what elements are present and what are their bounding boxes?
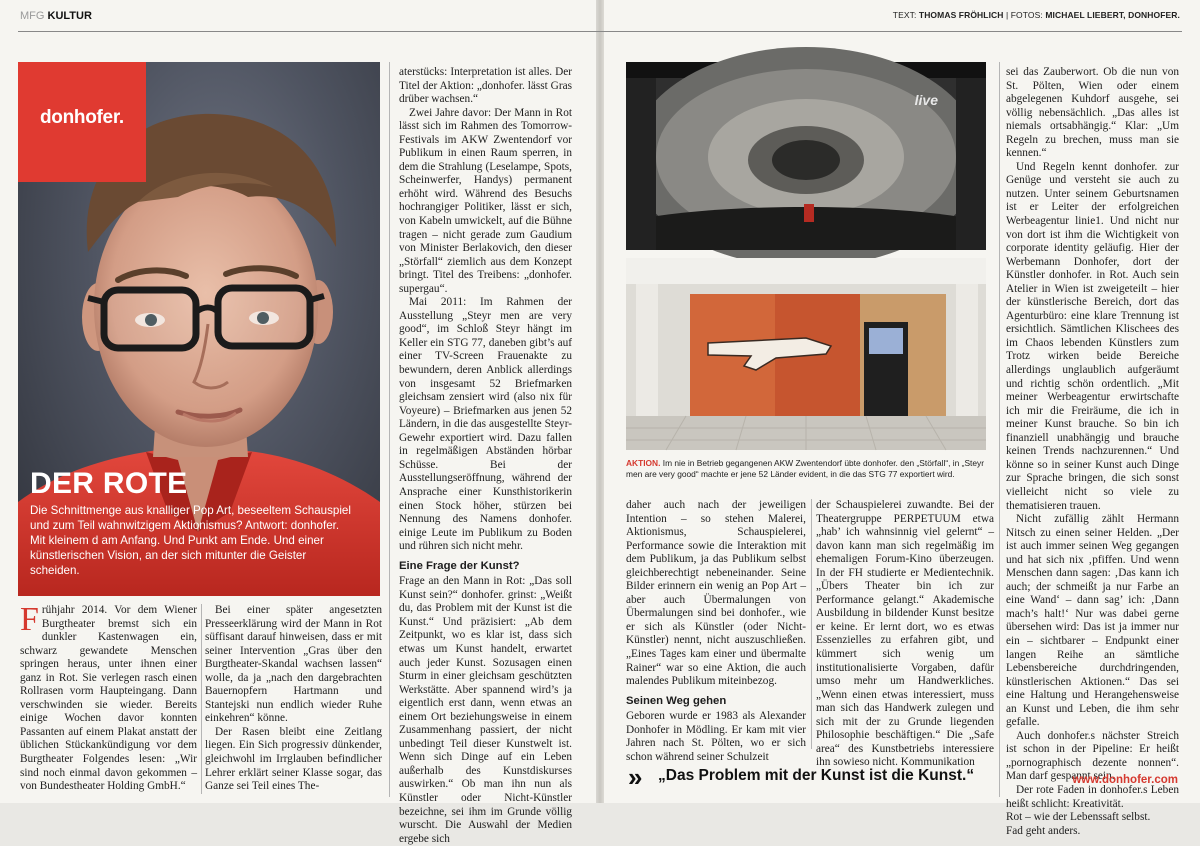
logo-box: [18, 62, 146, 182]
text-column-1: [20, 601, 197, 794]
paragraph: Mai 2011: Im Rahmen der Ausstellung „Steyr men are very good“, im Schloß Steyr hängt im Keller ein STG 77, daneben gibt’s auf einer TV-Screen Frauenakte zu bewundern, deren Anblick allerdings von insgesamt 52 Briefmarken gleichsam zensiert wird (also nix für Voyeure) – Briefmarken aus jenen 52 Ländern, in die das ausgestellte Steyr-Gewehr exportiert wird. Dazu fallen in regelmäßigen Abständen hörbar Schüsse. Bei der Ausstellungseröffnung, während der Ansprache einer Kunsthistorikerin einen Stock höher, stürzen bei Nennung des Namens donhofer. einige Leute im Publikum zu Boden und rühren sich nicht mehr.: [399, 296, 572, 553]
running-head-credits: TEXT: THOMAS FRÖHLICH | FOTOS: MICHAEL LIEBERT, DONHOFER.: [892, 10, 1180, 20]
paragraph: Nicht zufällig zählt Hermann Nitsch zu einen seiner Helden. „Der ist auch immer seinen Weg gegangen und hat sich nix ‚pfiffen. Und wenn Menschen dann sagen: ‚Das kann ich auch; der schmeißt ja nur Farbe an eine Wand‘ – dann sag’ ich: ‚Dann mach’s halt!‘ Nur was dabei gerne übersehen wird: Das ist ja immer nur ein – sichtbarer – Endpunkt einer langen Reihe an sämtliche Lebensbereiche durchdringenden, künstlerischen Aktionen.“ Das sei eine Haltung und Herangehensweise an Kunst und Leben, die ihm sehr gefalle.: [1006, 513, 1179, 729]
pull-quote-text: „Das Problem mit der Kunst ist die Kunst.“: [658, 767, 975, 784]
running-head-left: [20, 10, 92, 22]
paragraph: Zwei Jahre davor: Der Mann in Rot lässt sich im Rahmen des Tomorrow-Festivals im AKW Zwentendorf vor Publikum in einen Raum sperren, in dem die Strahlung (Leselampe, Spots, Scheinwerfer, Handys) permanent erhöht wird. Während des Besuchs hochrangiger Politiker, lässt er sich, von Kabeln umwickelt, auf die Bühne tragen – nicht gerade zum Gaudium von Minister Berlakovich, den dieser „Störfall“ ziemlich aus dem Konzept bringt. Titel des Treibens: „donhofer. supergau“.: [399, 106, 572, 295]
column-rule: [201, 604, 202, 794]
article-title: DER ROTE: [30, 467, 188, 500]
paragraph: Frage an den Mann in Rot: „Das soll Kunst sein?“ donhofer. grinst: „Weißt du, das Problem mit der Kunst ist die Kunst.“ Und präzisiert: „Ab dem Zeitpunkt, wo es klar ist, dass sich etwas um Kunst handelt, erwartet auch jeder Kunst. Sozusagen einen Sturm in einer gleichsam geschützten Werkstätte. Aber spannend wird’s ja eigentlich erst dann, wenn etwas an einem Ort beziehungsweise in einem Zusammenhang passiert, der nicht unbedingt Teil dieser Kunstwelt ist. Wenn sich Dinge auf ein Leben außerhalb des Kunstdiskurses auswirken.“ Ob man ihn nun als Künstler oder Nicht-Künstler bezeichne, sei ihm im Grunde völlig wurscht. Die Auswahl der Medien ergebe sich: [399, 575, 572, 845]
text-column-2: [205, 604, 382, 794]
credits-text-author: THOMAS FRÖHLICH: [918, 10, 1004, 20]
live-overlay: live: [914, 92, 938, 108]
website-link[interactable]: www.donhofer.com: [1072, 774, 1178, 786]
caption-label: AKTION.: [626, 458, 661, 468]
column-rule: [999, 62, 1000, 797]
paragraph: aterstücks: Interpretation ist alles. Der Titel der Aktion: „donhofer. lässt Gras drüber wachsen.“: [399, 66, 572, 106]
text-column-6: [1006, 66, 1179, 838]
magazine-name: MFG: [20, 10, 45, 22]
header-rule: [18, 31, 1182, 32]
exhibition-illustration: [626, 258, 986, 450]
credits-photo-prefix: FOTOS:: [1010, 10, 1043, 20]
section-name: KULTUR: [47, 10, 92, 22]
column-rule: [389, 62, 390, 797]
brand-logo: donhofer.: [40, 107, 124, 128]
quote-chevron-icon: »: [628, 762, 638, 792]
paragraph: Auch donhofer.s nächster Streich ist schon in der Pipeline: Er heißt „pornographisch dezente nonnen“. Man darf gespannt sein.: [1006, 729, 1179, 783]
photo-reactor-hall: [626, 62, 986, 250]
credits-text-prefix: TEXT:: [892, 10, 917, 20]
text-column-5: [816, 499, 994, 770]
subheading: Eine Frage der Kunst?: [399, 559, 520, 572]
credits-photo-author: MICHAEL LIEBERT, DONHOFER.: [1045, 10, 1180, 20]
photo-caption: [626, 458, 988, 480]
hero-portrait: [18, 62, 380, 596]
caption-text: Im nie in Betrieb gegangenen AKW Zwentendorf übte donhofer. den „Störfall“, in „Steyr men are very good“ machte er jene 52 Länder evident, in die das STG 77 exportiert wird.: [626, 458, 984, 479]
paragraph: Geboren wurde er 1983 als Alexander Donhofer in Mödling. Er kam mit vier Jahren nach St. Pölten, wo er sich schon während seiner Schulzeit: [626, 710, 806, 763]
paragraph: Bei einer später angesetzten Presseerklärung wird der Mann in Rot süffisant darauf hinweisen, dass er mit seiner Intervention „Gras über den Burgtheater-Skandal wachsen lassen“ wolle, da ja „nach den dargebrachten Bauernopfern Hartmann und Stantejski nun endlich wieder Ruhe einkehren“ könne.: [205, 604, 382, 725]
text-column-4: [626, 499, 806, 764]
pull-quote: [628, 760, 998, 790]
paragraph: [20, 601, 197, 794]
column-rule: [811, 499, 812, 749]
paragraph-text: rühjahr 2014. Vor dem Wiener Burgtheater bremst sich ein dunkler Kastenwagen ein, schwarz gewandete Menschen springen heraus, unter ihnen einer ganz in Rot. Sie verlegen rasch einen Rollrasen vorm Haupteingang. Dann verschwinden sie wieder. Bereits einige Wochen davor konnten Passanten auf einem Plakat anstatt der üblichen Stückankündigung vor dem Burgtheater Folgendes lesen: „Wir sind noch einmal davon gekommen – von Bundestheater Holding GmbH.“: [20, 604, 197, 793]
page-gutter: [596, 0, 604, 803]
paragraph: Der rote Faden in donhofer.s Leben heißt schlicht: Kreativität.: [1006, 783, 1179, 810]
text-column-3: [399, 66, 572, 846]
paragraph: Rot – wie der Lebenssaft selbst.: [1006, 811, 1151, 824]
paragraph: Und Regeln kennt donhofer. zur Genüge und versteht sie auch zu nutzen. Unter seinem Geburtsnamen ist er Leiter der erfolgreichen Werbeagentur linie1. Und nicht nur von dort ist ihm die Wichtigkeit von corporate identity geläufig. Hier der Werbemann Donhofer, dort der Künstler donhofer. in Rot. Auch sein Atelier in Wien ist zweigeteilt – hier der künstlerische Bereich, dort das Agenturbüro: eine klare Trennung ist ersichtlich. Sämtlichen Klischees des im Chaos lebenden Künstlers zum Trotz wirken beide Bereiche allerdings unglaublich aufgeräumt und richtig schön ordentlich. „Mit meiner Werbeagentur erwirtschafte ich mir die Freiräume, die ich in meiner Kunst brauche. So bin ich finanziell unabhängig und brauche keinen Trends nachzurennen.“ Und könne so in seiner Kunst auch Dinge zur Sprache bringen, die sich sonst vielleicht nicht so viele zu thematisieren trauen.: [1006, 160, 1179, 512]
article-intro: Die Schnittmenge aus knalliger Pop Art, beseeltem Schauspiel und zum Teil wahnwitzigem Aktionismus? Antwort: donhofer. Mit kleinem d am Anfang. Und Punkt am Ende. Und einer künstlerischen Vision, an der sich mitunter die Geister scheiden.: [30, 504, 351, 577]
paragraph: der Schauspielerei zuwandte. Bei der Theatergruppe PERPETUUM etwa „hab’ ich wahnsinnig viel gelernt“ – davon kann man sich regelmäßig im ehemaligen Forum-Kino überzeugen. In der FH studierte er Medientechnik. „Übers Theater bin ich zur Performance gelangt.“ Akademische Ausbildung in bildender Kunst besitze er keine. Er lernt dort, wo es etwas Essenzielles zu erfahren gibt, und kümmert sich wenig um institutionalisierte Vorgaben, dafür umso mehr um Handwerkliches. „Wenn einen etwas interessiert, muss man sich das Handwerk zulegen und sich mit der zu Grunde liegenden Philosophie beschäftigen.“ Die „Safe area“ des Kunstbetriebs interessiere ihn sowieso nicht. Kommunikation: [816, 499, 994, 769]
reactor-hall-illustration: [626, 62, 986, 250]
subheading: Seinen Weg gehen: [626, 694, 727, 707]
paragraph: Der Rasen bleibt eine Zeitlang liegen. Ein Sich progressiv dünkender, gleichwohl im Irrglauben befindlicher Lehrer erklärt seiner Klasse sogar, das Ganze sei Teil eines The-: [205, 725, 382, 793]
photo-exhibition: [626, 258, 986, 450]
paragraph: Fad geht anders.: [1006, 824, 1081, 837]
drop-cap: F: [20, 601, 39, 638]
paragraph: daher auch nach der jeweiligen Intention – so stehen Malerei, Aktionismus, Schauspielerei, Performance sowie die Interaktion mit dem Publikum, ja das Publikum selbst gleichberechtigt nebeneinander. Seine Bilder erinnern ein wenig an Pop Art – aber auch Übermalungen von Übermalungen sind bei donhofer., wie er sich als Künstler (oder Nicht-Künstler) nennt, nicht auszuschließen. „Eines Tages kam einer und übermalte Rainer“ war so eine Aktion, die auch malendes Publikum miteinbezog.: [626, 499, 806, 688]
paragraph: sei das Zauberwort. Ob die nun von St. Pölten, Wien oder einem abgelegenen Kuhdorf ausgehe, sei völlig nebensächlich. „Das alles ist niemals ortsabhängig.“ Klar: „Um Regeln zu brechen, muss man sie kennen.“: [1006, 66, 1179, 160]
